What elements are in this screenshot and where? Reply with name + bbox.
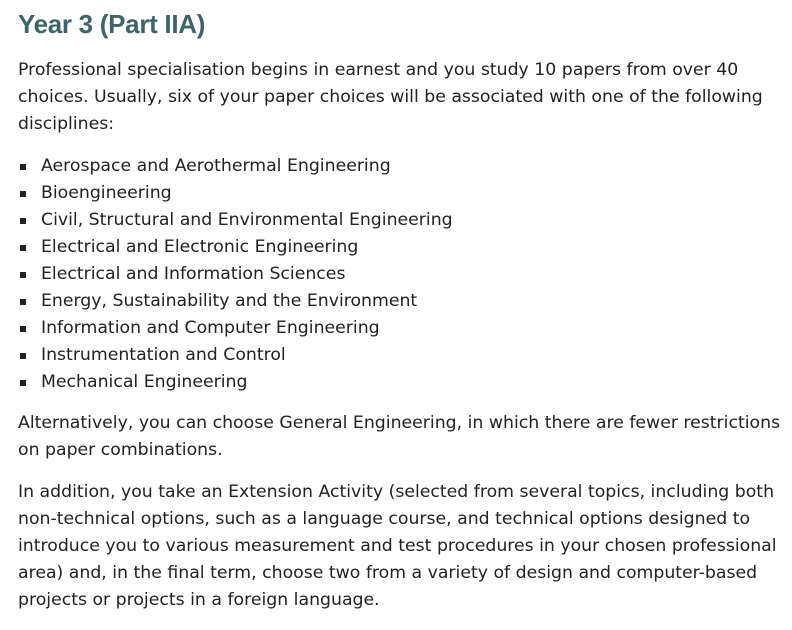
square-bullet-icon bbox=[20, 218, 26, 224]
list-item bbox=[18, 369, 453, 396]
list-item bbox=[18, 315, 453, 342]
list-item-label: Instrumentation and Control bbox=[41, 345, 286, 365]
list-item-label: Electrical and Electronic Engineering bbox=[41, 237, 359, 257]
square-bullet-icon bbox=[20, 326, 26, 332]
list-item-label: Information and Computer Engineering bbox=[41, 318, 380, 338]
square-bullet-icon bbox=[20, 353, 26, 359]
list-item-label: Civil, Structural and Environmental Engineering bbox=[41, 210, 453, 230]
square-bullet-icon bbox=[20, 245, 26, 251]
list-item-label: Energy, Sustainability and the Environment bbox=[41, 291, 418, 311]
list-item bbox=[18, 180, 453, 207]
square-bullet-icon bbox=[20, 164, 26, 170]
square-bullet-icon bbox=[20, 380, 26, 386]
list-item bbox=[18, 342, 453, 369]
alternative-paragraph: Alternatively, you can choose General Engineering, in which there are fewer restrictions on paper combinations. bbox=[18, 413, 781, 460]
square-bullet-icon bbox=[20, 191, 26, 197]
intro-paragraph: Professional specialisation begins in earnest and you study 10 papers from over 40 choices. Usually, six of your paper choices will be associated with one of the following disciplines: bbox=[18, 60, 763, 134]
list-item-label: Mechanical Engineering bbox=[41, 372, 248, 392]
list-item-label: Aerospace and Aerothermal Engineering bbox=[41, 156, 391, 176]
section-heading: Year 3 (Part IIA) bbox=[18, 9, 206, 39]
extension-paragraph: In addition, you take an Extension Activity (selected from several topics, including both non-technical options, such as a language course, and technical options designed to introduce you to various measurement and test procedures in your chosen professional area) and, in the final term, choose two from a variety of design and computer-based projects or projects in a foreign language. bbox=[18, 482, 777, 610]
square-bullet-icon bbox=[20, 299, 26, 305]
disciplines-list bbox=[18, 153, 453, 396]
list-item bbox=[18, 288, 453, 315]
list-item bbox=[18, 207, 453, 234]
list-item bbox=[18, 234, 453, 261]
square-bullet-icon bbox=[20, 272, 26, 278]
list-item-label: Electrical and Information Sciences bbox=[41, 264, 346, 284]
list-item bbox=[18, 261, 453, 288]
list-item-label: Bioengineering bbox=[41, 183, 172, 203]
list-item bbox=[18, 153, 453, 180]
